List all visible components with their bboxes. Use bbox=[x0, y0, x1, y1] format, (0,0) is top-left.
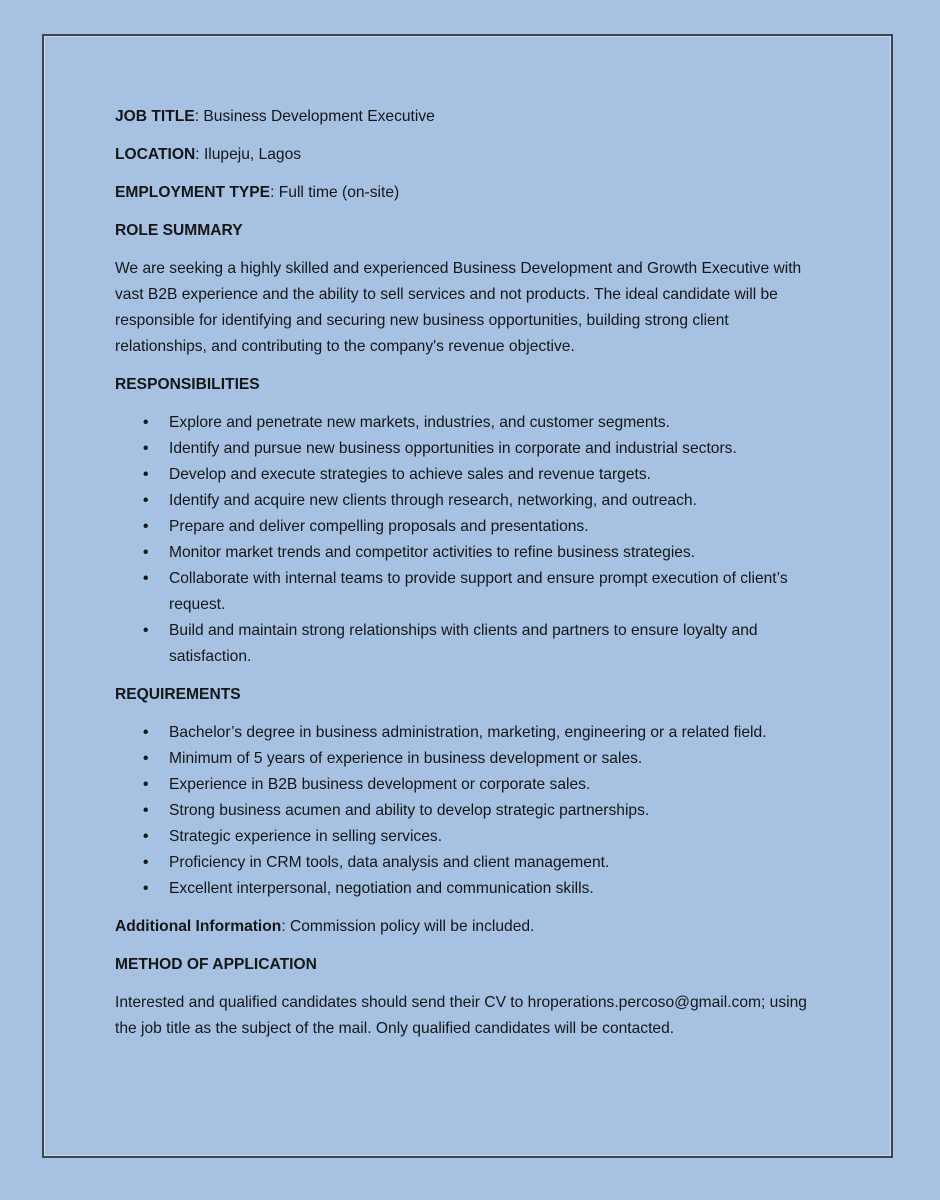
requirement-item bbox=[115, 720, 820, 746]
job-title-label: JOB TITLE bbox=[115, 108, 195, 125]
method-of-application-heading: METHOD OF APPLICATION bbox=[115, 956, 317, 973]
responsibility-item bbox=[115, 540, 820, 566]
bullet-icon: • bbox=[143, 466, 149, 483]
requirements-heading: REQUIREMENTS bbox=[115, 686, 241, 703]
requirement-item bbox=[115, 876, 820, 902]
responsibility-text: Prepare and deliver compelling proposals and presentations. bbox=[169, 518, 589, 535]
bullet-icon: • bbox=[143, 440, 149, 457]
role-summary-heading: ROLE SUMMARY bbox=[115, 222, 243, 239]
responsibility-text: Identify and acquire new clients through research, networking, and outreach. bbox=[169, 492, 697, 509]
bullet-icon: • bbox=[143, 750, 149, 767]
bullet-icon: • bbox=[143, 854, 149, 871]
requirement-text: Excellent interpersonal, negotiation and communication skills. bbox=[169, 880, 594, 897]
responsibility-text: Collaborate with internal teams to provide support and ensure prompt execution of client’s request. bbox=[169, 570, 788, 613]
requirement-item bbox=[115, 824, 820, 850]
requirement-text: Minimum of 5 years of experience in business development or sales. bbox=[169, 750, 643, 767]
responsibility-item bbox=[115, 410, 820, 436]
employment-type-value: : Full time (on-site) bbox=[270, 184, 400, 201]
responsibility-item bbox=[115, 514, 820, 540]
bullet-icon: • bbox=[143, 570, 149, 587]
requirement-item bbox=[115, 772, 820, 798]
responsibility-item bbox=[115, 566, 820, 618]
employment-type-label: EMPLOYMENT TYPE bbox=[115, 184, 271, 201]
responsibility-text: Explore and penetrate new markets, industries, and customer segments. bbox=[169, 414, 670, 431]
responsibility-text: Build and maintain strong relationships with clients and partners to ensure loyalty and satisfaction. bbox=[169, 622, 758, 665]
responsibility-text: Develop and execute strategies to achieve sales and revenue targets. bbox=[169, 466, 651, 483]
bullet-icon: • bbox=[143, 492, 149, 509]
requirement-text: Bachelor’s degree in business administration, marketing, engineering or a related field. bbox=[169, 724, 767, 741]
bullet-icon: • bbox=[143, 724, 149, 741]
responsibilities-heading: RESPONSIBILITIES bbox=[115, 376, 260, 393]
employment-type-line bbox=[115, 180, 820, 206]
requirement-item bbox=[115, 746, 820, 772]
responsibility-item bbox=[115, 462, 820, 488]
responsibility-text: Monitor market trends and competitor activities to refine business strategies. bbox=[169, 544, 696, 561]
requirement-text: Strategic experience in selling services. bbox=[169, 828, 443, 845]
responsibility-item bbox=[115, 436, 820, 462]
requirements-list bbox=[115, 720, 820, 902]
requirement-item bbox=[115, 798, 820, 824]
responsibility-item bbox=[115, 618, 820, 670]
bullet-icon: • bbox=[143, 776, 149, 793]
responsibility-item bbox=[115, 488, 820, 514]
requirement-text: Proficiency in CRM tools, data analysis and client management. bbox=[169, 854, 610, 871]
additional-information-value: : Commission policy will be included. bbox=[281, 918, 535, 935]
job-title-line bbox=[115, 104, 820, 130]
location-line bbox=[115, 142, 820, 168]
job-title-value: : Business Development Executive bbox=[194, 108, 435, 125]
requirement-text: Strong business acumen and ability to develop strategic partnerships. bbox=[169, 802, 650, 819]
responsibility-text: Identify and pursue new business opportunities in corporate and industrial sectors. bbox=[169, 440, 737, 457]
role-summary-text: We are seeking a highly skilled and experienced Business Development and Growth Executive with vast B2B experience and the ability to sell services and not products. The ideal candidate will be responsible for identifying and securing new business opportunities, building strong client relationships, and contributing to the company's revenue objective. bbox=[115, 260, 802, 355]
additional-information-label: Additional Information bbox=[115, 918, 282, 935]
bullet-icon: • bbox=[143, 880, 149, 897]
requirement-item bbox=[115, 850, 820, 876]
bullet-icon: • bbox=[143, 828, 149, 845]
location-label: LOCATION bbox=[115, 146, 196, 163]
job-description-document bbox=[115, 104, 820, 1054]
bullet-icon: • bbox=[143, 802, 149, 819]
responsibilities-list bbox=[115, 410, 820, 670]
additional-information-line bbox=[115, 914, 820, 940]
application-instructions: Interested and qualified candidates should send their CV to hroperations.percoso@gmail.com; using the job title as the subject of the mail. Only qualified candidates will be contacted. bbox=[115, 994, 807, 1037]
requirement-text: Experience in B2B business development or corporate sales. bbox=[169, 776, 591, 793]
location-value: : Ilupeju, Lagos bbox=[195, 146, 302, 163]
bullet-icon: • bbox=[143, 414, 149, 431]
bullet-icon: • bbox=[143, 518, 149, 535]
bullet-icon: • bbox=[143, 544, 149, 561]
bullet-icon: • bbox=[143, 622, 149, 639]
